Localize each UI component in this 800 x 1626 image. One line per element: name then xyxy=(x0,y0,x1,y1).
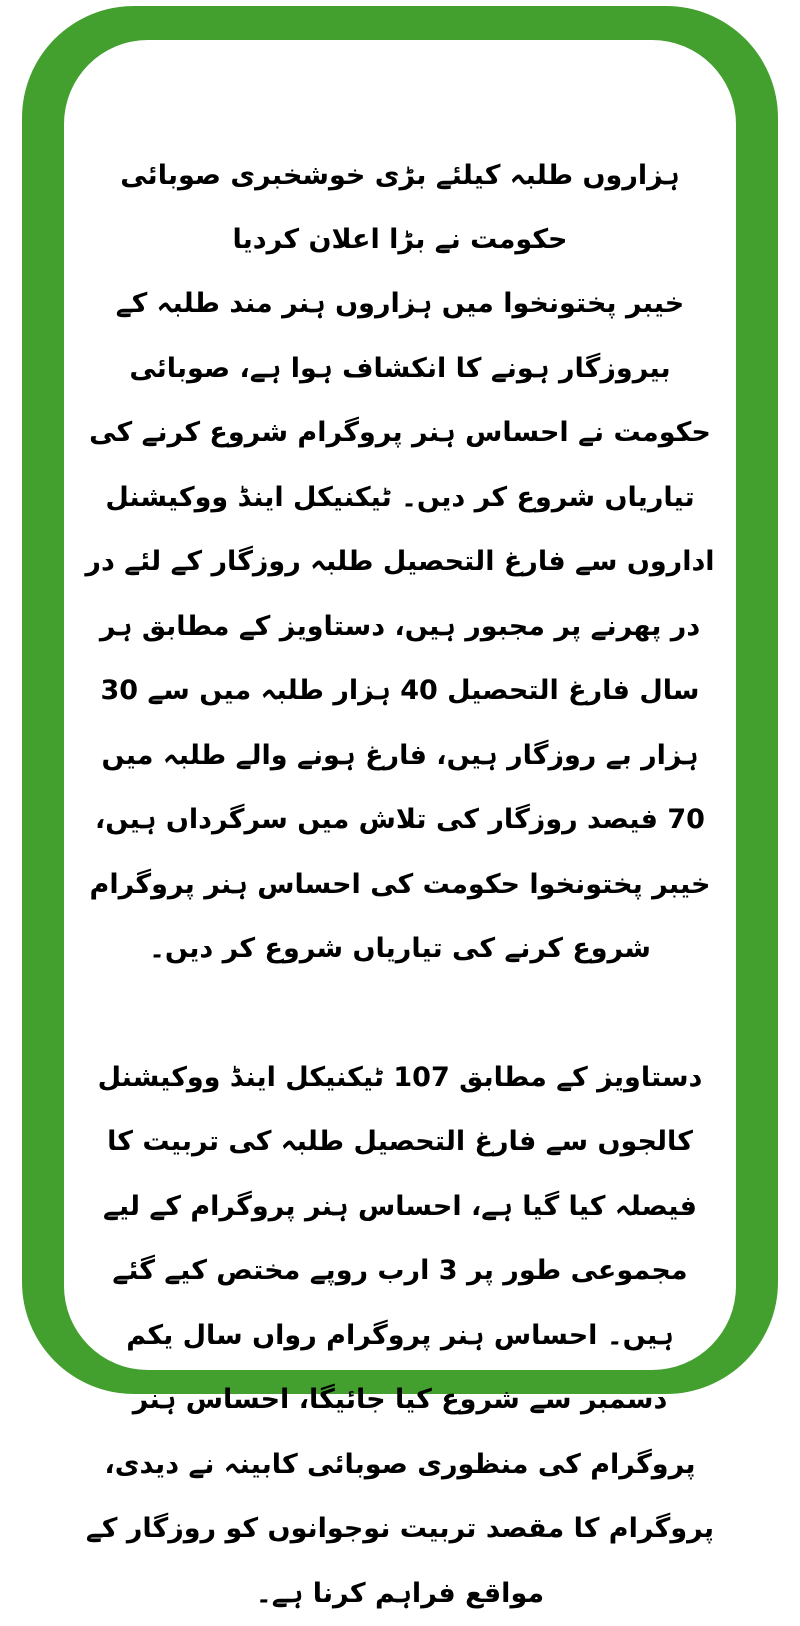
paragraph-spacer xyxy=(80,982,720,1046)
article-headline: ہزاروں طلبہ کیلئے بڑی خوشخبری صوبائی حکومت نے بڑا اعلان کردیا xyxy=(80,144,720,272)
article-body xyxy=(80,144,720,1626)
article-paragraph-2: دستاویز کے مطابق 107 ٹیکنیکل اینڈ ووکیشنل کالجوں سے فارغ التحصیل طلبہ کی تربیت کا فیصلہ کیا گیا ہے، احساس ہنر پروگرام کے لیے مجموعی طور پر 3 ارب روپے مختص کیے گئے ہیں۔ احساس ہنر پروگرام رواں سال یکم دسمبر سے شروع کیا جائیگا، احساس ہنر پروگرام کی منظوری صوبائی کابینہ نے دیدی، پروگرام کا مقصد تربیت نوجوانوں کو روزگار کے مواقع فراہم کرنا ہے۔ xyxy=(80,1046,720,1626)
green-phone-frame xyxy=(22,6,778,1394)
article-card xyxy=(64,40,736,1370)
article-paragraph-1: خیبر پختونخوا میں ہزاروں ہنر مند طلبہ کے بیروزگار ہونے کا انکشاف ہوا ہے، صوبائی حکومت نے احساس ہنر پروگرام شروع کرنے کی تیاریاں شروع کر دیں۔ ٹیکنیکل اینڈ ووکیشنل اداروں سے فارغ التحصیل طلبہ روزگار کے لئے در در پھرنے پر مجبور ہیں، دستاویز کے مطابق ہر سال فارغ التحصیل 40 ہزار طلبہ میں سے 30 ہزار بے روزگار ہیں، فارغ ہونے والے طلبہ میں 70 فیصد روزگار کی تلاش میں سرگرداں ہیں، خیبر پختونخوا حکومت کی احساس ہنر پروگرام شروع کرنے کی تیاریاں شروع کر دیں۔ xyxy=(80,272,720,982)
